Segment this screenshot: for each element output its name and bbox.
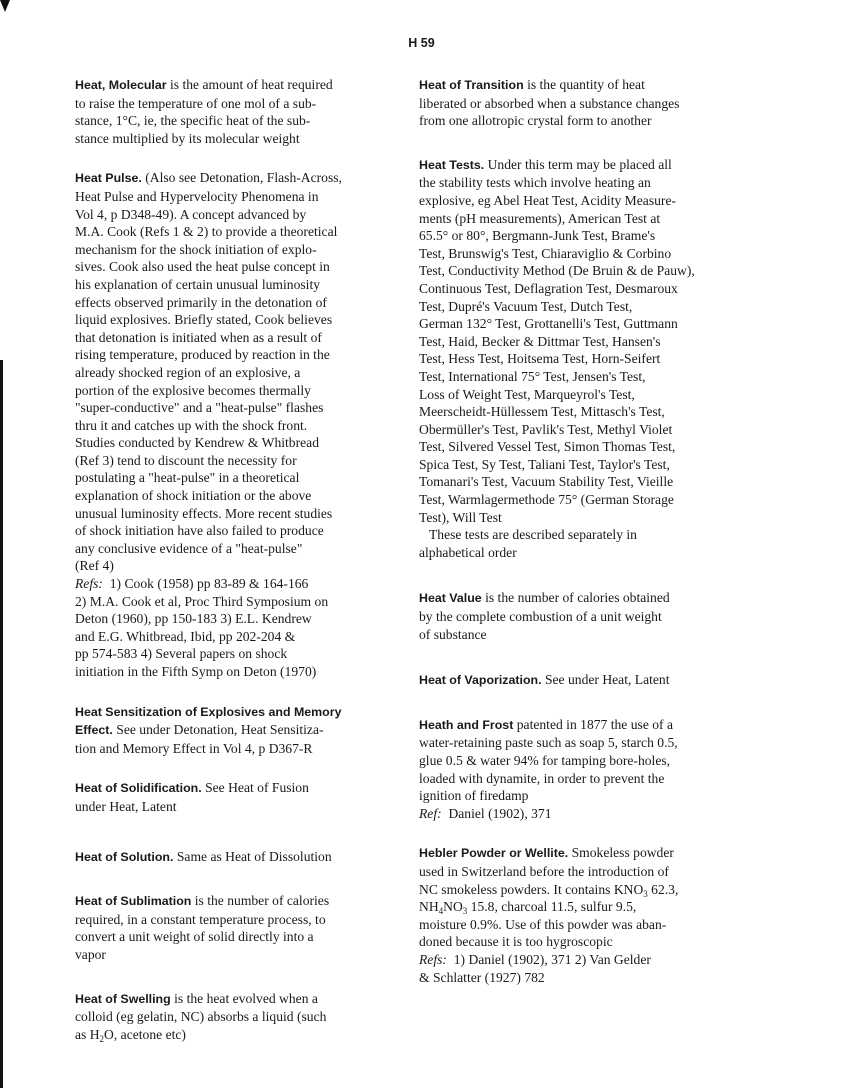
entry-term: Heat, Molecular [75, 78, 167, 92]
entry-term: Heat Sensitization of Explosives and Memory [75, 704, 342, 719]
entry-heat-molecular: Heat, Molecular is the amount of heat required to raise the temperature of one mol of a sub- stance, 1°C, ie, the specific heat of the sub- stance multiplied by its molecular weight [75, 77, 333, 146]
entry-heat-sensitization: Heat Sensitization of Explosives and Memory Effect. See under Detonation, Heat Sensitiza- tion and Memory Effect in Vol 4, p D367-R [75, 704, 342, 756]
entry-hebler-powder: Hebler Powder or Wellite. Smokeless powder used in Switzerland before the introduction of NC smokeless powders. It contains $KNO_3$ 62.3, $NH_4NO_3$ 15.8, charcoal 11.5, sulfur 9.5, moisture 0.9%. Use of this powder was aban- doned because it is too hygroscopic Refs: 1) Daniel (1902), 371 2) Van Gelder & Schlatter (1927) 782 [419, 845, 679, 985]
entry-term: Heat Pulse. [75, 171, 142, 186]
refs-label: Refs: [419, 951, 447, 967]
entry-heat-of-transition: Heat of Transition is the quantity of heat liberated or absorbed when a substance changes from one allotropic crystal form to another [419, 77, 680, 129]
refs-label: Refs: [75, 576, 103, 592]
entry-term-continued: Effect. [75, 723, 113, 738]
entry-term: Heat of Sublimation [75, 894, 192, 909]
left-column [75, 76, 380, 1065]
entry-term: Heat Value [419, 591, 482, 606]
entry-term: Heat of Solidification. [75, 781, 202, 796]
right-column [419, 76, 724, 1008]
page-number: H 59 [408, 36, 435, 50]
entry-heat-of-sublimation: Heat of Sublimation is the number of calories required, in a constant temperature process, to convert a unit weight of solid directly into a vapor [75, 893, 330, 962]
entry-term: Heat of Vaporization. [419, 673, 542, 688]
corner-registration-mark [0, 0, 10, 12]
entry-heat-of-swelling: Heat of Swelling is the heat evolved when a colloid (eg gelatin, NC) absorbs a liquid (such as $H_2O$, acetone etc) [75, 990, 327, 1044]
scan-edge-bar [0, 360, 3, 1088]
entry-term: Hebler Powder or Wellite. [419, 846, 569, 861]
refs-label: Ref: [419, 805, 442, 821]
entry-heat-of-solution: Heat of Solution. Same as Heat of Dissolution [75, 848, 332, 864]
entry-term: Heath and Frost [419, 717, 514, 732]
entry-term: Heat of Solution. [75, 849, 174, 864]
entry-heath-and-frost: Heath and Frost patented in 1877 the use of a water-retaining paste such as soap 5, starch 0.5, glue 0.5 & water 94% for tamping bore-holes, loaded with dynamite, in order to prevent the ignition of firedamp Ref: Daniel (1902), 371 [419, 716, 678, 821]
entry-heat-of-vaporization: Heat of Vaporization. See under Heat, Latent [419, 672, 670, 688]
entry-heat-pulse: Heat Pulse. (Also see Detonation, Flash-Across, Heat Pulse and Hypervelocity Phenomena in Vol 4, p D348-49). A concept advanced by M.A. Cook (Refs 1 & 2) to provide a theoretical mechanism for the shock initiation of explo- sives. Cook also used the heat pulse concept in his explanation of certain unusual luminosity effects observed primarily in the detonation of liquid explosives. Briefly stated, Cook believes that detonation is initiated when as a result of rising temperature, produced by reaction in the already shocked region of an explosive, a portion of the explosive becomes thermally "super-conductive" and a "heat-pulse" flashes thru it and catches up with the shock front. Studies conducted by Kendrew & Whitbread (Ref 3) tend to discount the necessity for postulating a "heat-pulse" in a theoretical explanation of shock initiation or the above unusual luminosity effects. More recent studies of shock initiation have also failed to produce any conclusive evidence of a "heat-pulse" (Ref 4) Refs: 1) Cook (1958) pp 83-89 & 164-166 2) M.A. Cook et al, Proc Third Symposium on Deton (1960), pp 150-183 3) E.L. Kendrew and E.G. Whitbread, Ibid, pp 202-204 & pp 574-583 4) Several papers on shock initiation in the Fifth Symp on Deton (1970) [75, 170, 342, 679]
entry-heat-value: Heat Value is the number of calories obtained by the complete combustion of a unit weight of substance [419, 590, 670, 642]
entry-term: Heat Tests. [419, 157, 485, 172]
entry-heat-tests: Heat Tests. Under this term may be placed all the stability tests which involve heating an explosive, eg Abel Heat Test, Acidity Measure- ments (pH measurements), American Test at 65.5° or 80°, Bergmann-Junk Test, Brame's Test, Brunswig's Test, Chiaraviglio & Corbino Test, Conductivity Method (De Bruin & de Pauw), Continuous Test, Deflagration Test, Desmaroux Test, Dupré's Vacuum Test, Dutch Test, German 132° Test, Grottanelli's Test, Guttmann Test, Haid, Becker & Dittmar Test, Hansen's Test, Hess Test, Hoitsema Test, Horn-Seifert Test, International 75° Test, Jensen's Test, Loss of Weight Test, Marqueyrol's Test, Meerscheidt-Hüllessem Test, Mittasch's Test, Obermüller's Test, Pavlik's Test, Methyl Violet Test, Silvered Vessel Test, Simon Thomas Test, Spica Test, Sy Test, Taliani Test, Taylor's Test, Tomanari's Test, Vacuum Stability Test, Vieille Test, Warmlagermethode 75° (German Storage Test), Will Test These tests are described separately in alphabetical order [419, 156, 695, 560]
entry-term: Heat of Swelling [75, 991, 171, 1006]
entry-term: Heat of Transition [419, 78, 524, 92]
entry-heat-of-solidification: Heat of Solidification. See Heat of Fusion under Heat, Latent [75, 780, 309, 814]
